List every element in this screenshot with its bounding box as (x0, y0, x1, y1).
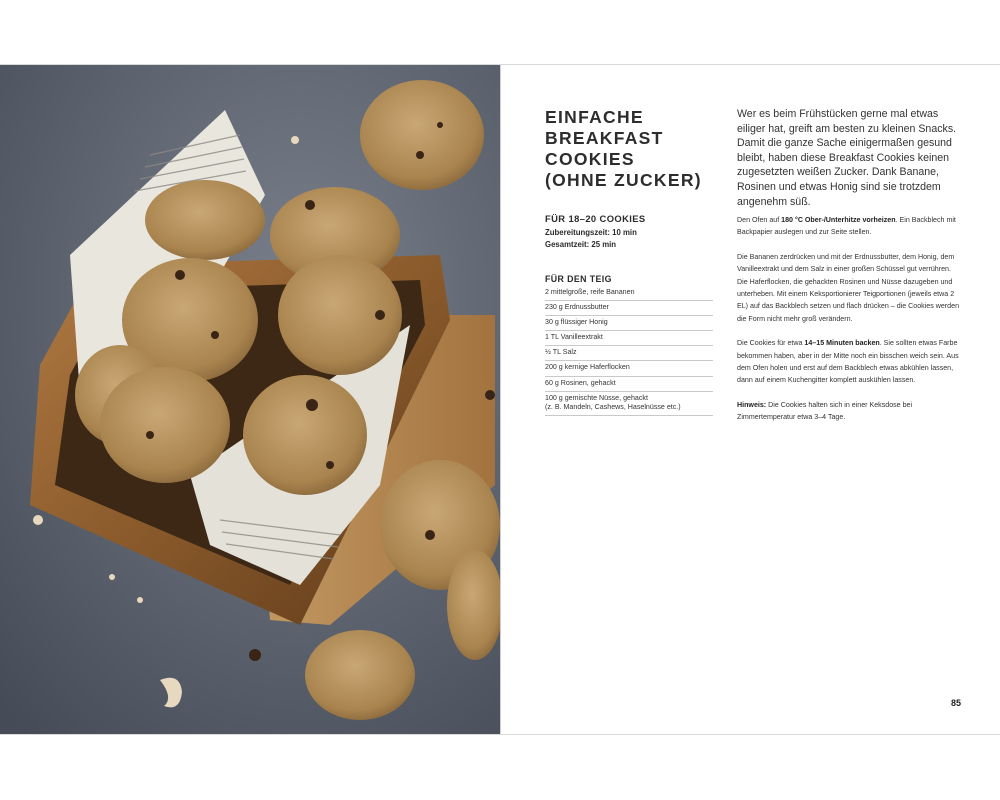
recipe-page (500, 65, 1000, 734)
ingredient-item: 200 g kernige Haferflocken (545, 361, 713, 376)
recipe-step (737, 251, 961, 325)
total-time: Gesamtzeit: 25 min (545, 240, 617, 249)
recipe-title (545, 107, 720, 191)
ingredients-heading: FÜR DEN TEIG (545, 274, 612, 284)
title-line: (OHNE ZUCKER) (545, 170, 702, 190)
recipe-steps (737, 214, 961, 436)
recipe-meta (545, 213, 725, 252)
recipe-step (737, 337, 961, 387)
step-emphasis: 180 °C Ober-/Unterhitze vorheizen (781, 216, 896, 224)
ingredient-item: 60 g Rosinen, gehackt (545, 377, 713, 392)
ingredients-list (545, 286, 713, 416)
cookie-photo (0, 65, 500, 734)
step-text: Die Cookies halten sich in einer Keksdose bei Zimmertemperatur etwa 3–4 Tage. (737, 400, 913, 422)
title-line: BREAKFAST (545, 128, 664, 148)
ingredient-item: 30 g flüssiger Honig (545, 316, 713, 331)
ingredient-note: (z. B. Mandeln, Cashews, Haselnüsse etc.) (545, 403, 681, 412)
ingredient-item: 1 TL Vanilleextrakt (545, 331, 713, 346)
recipe-intro: Wer es beim Frühstücken gerne mal etwas eiliger hat, greift am besten zu kleinen Snacks. Damit die ganze Sache einigermaßen gesund bleibt, haben diese Breakfast Cookies keinen zugesetzten weißen Zucker. Dank Banane, Rosinen und etwas Honig sind sie trotzdem angenehm süß. (737, 108, 957, 208)
page-number: 85 (951, 698, 962, 708)
step-text: . Sie sollten etwas Farbe bekommen haben, aber in der Mitte noch ein bisschen weich sein. Aus dem Ofen holen und erst auf dem Backblech etwas abkühlen lassen, dann auf einem Kuchengitter komplett auskühlen lassen. (737, 339, 959, 385)
prep-time: Zubereitungszeit: 10 min (545, 227, 637, 237)
ingredient-item: 230 g Erdnussbutter (545, 301, 713, 316)
recipe-yield: FÜR 18–20 COOKIES (545, 213, 646, 224)
step-text: . Ein Backblech mit Backpapier auslegen und zur Seite stellen. (737, 216, 956, 237)
ingredient-item (545, 392, 713, 417)
cookie-photo-illustration (0, 65, 500, 734)
step-text: Den Ofen auf (737, 216, 782, 224)
ingredient-item: 2 mittelgroße, reife Bananen (545, 286, 713, 301)
ingredient-text: 100 g gemischte Nüsse, gehackt (545, 393, 648, 402)
book-spread (0, 64, 1000, 735)
step-emphasis: 14–15 Minuten backen (804, 339, 880, 348)
step-text: Die Cookies für etwa (737, 339, 805, 348)
ingredient-item: ½ TL Salz (545, 346, 713, 361)
title-line: COOKIES (545, 149, 635, 169)
step-emphasis: Hinweis: (737, 400, 767, 409)
title-line: EINFACHE (545, 107, 644, 127)
step-text: Die Bananen zerdrücken und mit der Erdnussbutter, dem Honig, dem Vanilleextrakt und dem Salz in einer großen Schüssel gut verrühren. Die Haferflocken, die gehackten Rosinen und Nüsse dazugeben und unterheben. Mit einem Keksportionierer Teigportionen (jeweils etwa 2 EL) auf das Backblech setzen und flach drücken – die Cookies werden die Form nicht mehr groß verändern. (737, 252, 960, 323)
recipe-step (737, 399, 961, 424)
recipe-step (737, 214, 961, 239)
